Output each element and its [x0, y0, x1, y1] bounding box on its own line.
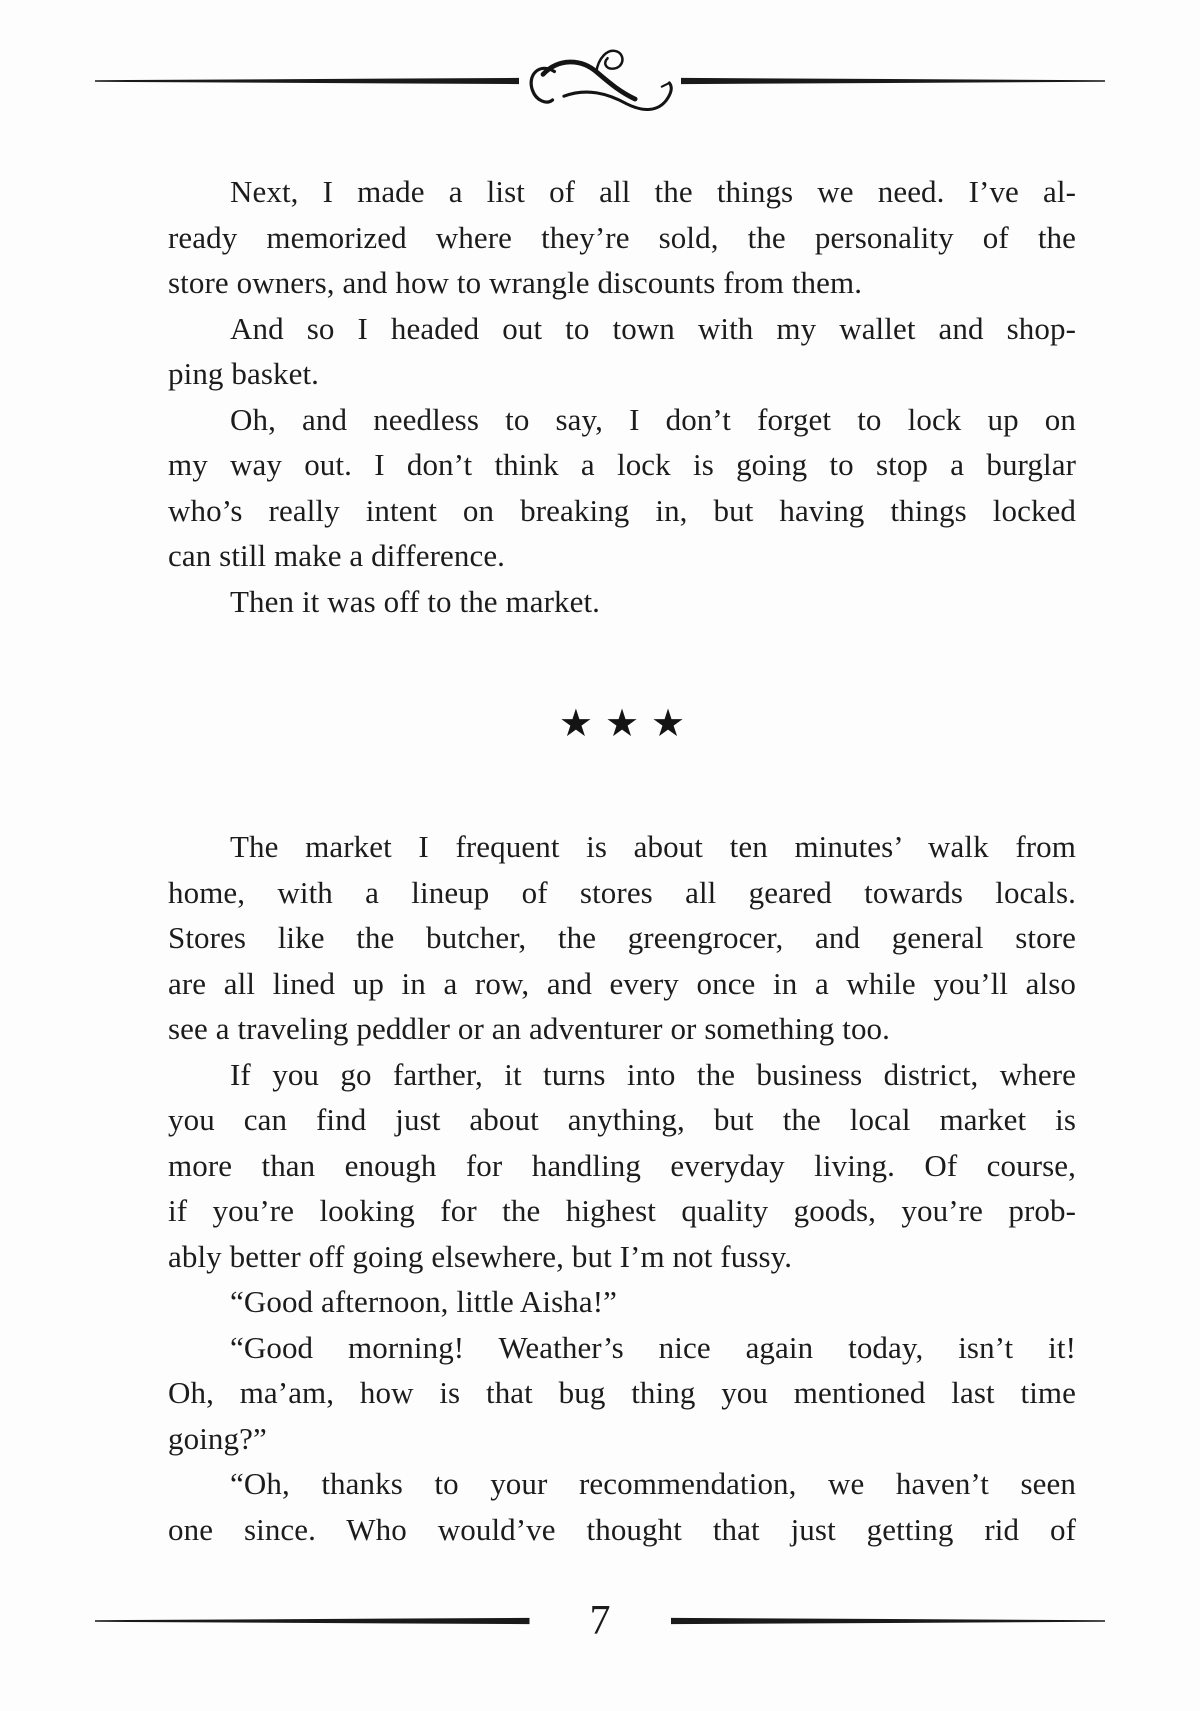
paragraph — [168, 169, 1076, 306]
text-line: are all lined up in a row, and every once in a while you’ll also — [168, 965, 1076, 1001]
text-line: ably better off going elsewhere, but I’m not fussy. — [168, 1238, 793, 1274]
paragraph — [168, 1325, 1076, 1462]
footer — [95, 1597, 1105, 1645]
text-line: who’s really intent on breaking in, but having things locked — [168, 492, 1076, 528]
text-line: Next, I made a list of all the things we need. I’ve al- — [230, 174, 1076, 209]
paragraph — [168, 1052, 1076, 1280]
text-line: if you’re looking for the highest quality goods, you’re prob- — [168, 1193, 1076, 1228]
paragraph — [168, 306, 1076, 397]
tapered-rule-left — [95, 77, 519, 85]
text-line: my way out. I don’t think a lock is going to stop a burglar — [168, 447, 1076, 482]
text-line: If you go farther, it turns into the business district, where — [230, 1056, 1076, 1092]
body-text — [168, 169, 1076, 1552]
text-line: Oh, and needless to say, I don’t forget to lock up on — [230, 401, 1076, 437]
paragraph — [168, 1279, 1076, 1325]
paragraph — [168, 1461, 1076, 1552]
text-line: store owners, and how to wrangle discounts from them. — [168, 265, 863, 300]
footer-rule-right — [671, 1617, 1106, 1625]
text-line: home, with a lineup of stores all geared towards locals. — [168, 874, 1076, 910]
text-line: Then it was off to the market. — [230, 583, 601, 619]
text-line: And so I headed out to town with my wallet and shop- — [230, 310, 1076, 346]
text-line: one since. Who would’ve thought that just getting rid of — [168, 1511, 1076, 1547]
text-line: “Oh, thanks to your recommendation, we haven’t seen — [230, 1466, 1076, 1501]
text-line: “Good afternoon, little Aisha!” — [230, 1284, 618, 1319]
scene-break: ★★★ — [558, 701, 698, 745]
flourish-icon — [505, 42, 695, 120]
text-line: ping basket. — [168, 356, 320, 391]
footer-rule-left — [95, 1617, 530, 1625]
text-line: see a traveling peddler or an adventurer or something too. — [168, 1011, 890, 1046]
paragraph — [168, 824, 1076, 1052]
page-number: 7 — [589, 1598, 611, 1644]
text-line: more than enough for handling everyday living. Of course, — [168, 1147, 1076, 1183]
text-line: Oh, ma’am, how is that bug thing you mentioned last time — [168, 1375, 1076, 1410]
header-divider — [95, 44, 1105, 118]
text-line: going?” — [168, 1420, 267, 1456]
text-line: “Good morning! Weather’s nice again today, isn’t it! — [230, 1329, 1076, 1365]
paragraph — [168, 397, 1076, 579]
text-line: The market I frequent is about ten minutes’ walk from — [230, 829, 1076, 864]
text-line: ready memorized where they’re sold, the personality of the — [168, 219, 1076, 255]
text-line: can still make a difference. — [168, 538, 506, 573]
paragraph — [168, 579, 1076, 625]
text-line: you can find just about anything, but the local market is — [168, 1102, 1076, 1137]
tapered-rule-right — [681, 77, 1105, 85]
text-line: Stores like the butcher, the greengrocer, and general store — [168, 920, 1076, 955]
